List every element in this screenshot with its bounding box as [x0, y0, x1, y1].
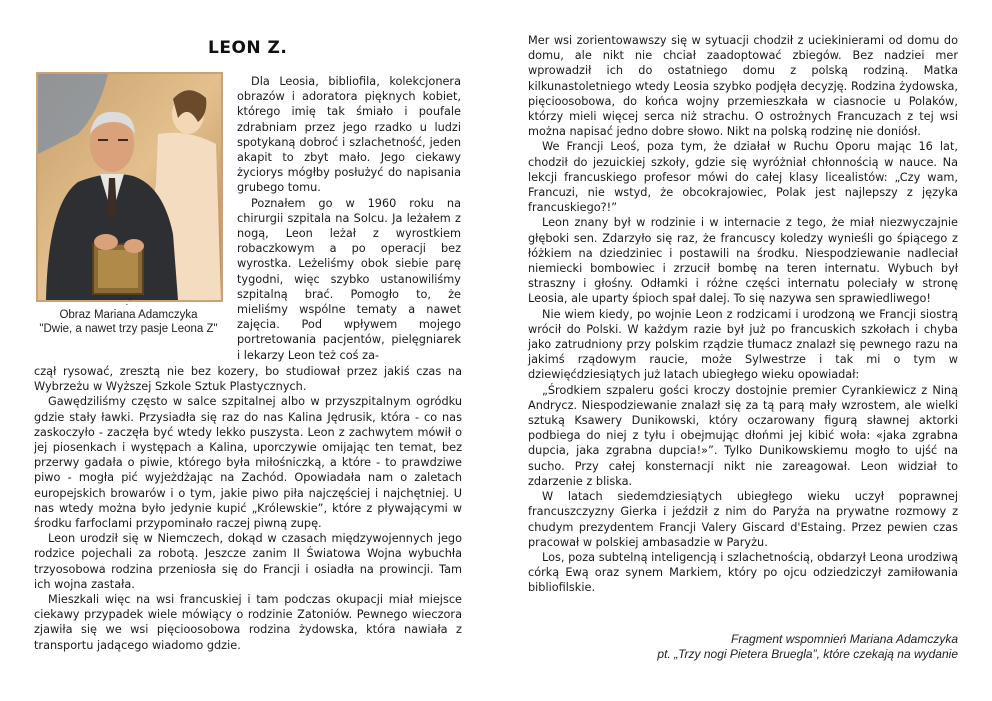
quote-paragraph: „Środkiem szpaleru gości kroczy dostojnie premier Cyrankiewicz z Niną Andrycz. Niespodziewanie znalazł się za tą parą mały wzrostem, ale wielki sztuką Ksawery Dunikowski, który oczarowany figurą sławnej aktorki podbiega do niej z tyłu i obejmując dłońmi jej kibić woła: «jaka zgrabna dupcia, jaka zgrabna dupcia!»”. Tylko Dunikowskiemu mogło to ujść na sucho. Przy całej konsternacji nikt nie zareagował. Leon widział to zdarzenie z bliska. — [528, 383, 958, 488]
paragraph: Poznałem go w 1960 roku na chirurgii szpitala na Solcu. Ja leżałem z nogą, Leon leżał z wyrostkiem robaczkowym a po operacji bez wyrostka. Leżeliśmy obok siebie parę tygodni, więc szybko ustanowiliśmy szpitalną brać. Pomogło to, że mieliśmy wspólne tematy a nawet zajęcia. Pod wpływem mojego portretowania pacjentów, pielęgniarek i lekarzy Leon też coś za- — [237, 196, 461, 362]
caption-line-2: "Dwie, a nawet trzy pasje Leona Z" — [39, 323, 218, 335]
paragraph: Nie wiem kiedy, po wojnie Leon z rodzicami i urodzoną we Francji siostrą wrócił do Polski. W każdym razie był już po francuskich szkołach i chyba jako zatrudniony przy polskim rządzie tłumacz znalazł się pewnego razu na jakimś rządowym raucie, może Sylwestrze i tak mi o tym w dziewięćdziesiątych już latach ubiegłego wieku opowiadał: — [528, 307, 958, 382]
portrait-painting — [36, 72, 223, 302]
paragraph: czął rysować, zresztą nie bez kozery, bo studiował przez jakiś czas na Wybrzeżu w Wyższej Szkole Sztuk Plastycznych. — [34, 365, 462, 394]
paragraph: Dla Leosia, bibliofila, kolekcjonera obrazów i adoratora pięknych kobiet, którego imię tak śmiało i poufale zdrabniam przez jego rzadko u ludzi spotykaną dobroć i szlachetność, jeden akapit to zbyt mało. Jego ciekawy życiorys mógłby posłużyć do napisania grubego tomu. — [237, 75, 461, 195]
paragraph: Mer wsi zorientowawszy się w sytuacji chodził z uciekinierami od domu do domu, ale nikt nie chciał zaadoptować zbiegów. Bez nadziei mer wprowadził ich do ostatniego domu z polską rodziną. Matka kilkunastoletniego wtedy Leosia szybko podjęła decyzję. Rodzina żydowska, pięcioosobowa, do końca wojny przemieszkała w ciasnocie u Polaków, którzy mieli więcej serca niż strachu. O ostrożnych Francuzach z tej wsi można napisać jedno dobre słowo. Nikt na polską rodzinę nie doniósł. — [528, 34, 958, 139]
paragraph: Mieszkali więc na wsi francuskiej i tam podczas okupacji miał miejsce ciekawy przypadek wiele mówiący o rodzinie Zatoniów. Pewnego wieczora zjawiła się we wsi pięcioosobowa rodzina żydowska, która nawiała z transportu jadącego wiadomo gdzie. — [34, 593, 462, 652]
signature-line-2: pt. „Trzy nogi Pietera Bruegla”, które czekają na wydanie — [657, 647, 958, 661]
painting-caption — [36, 298, 221, 336]
signature — [528, 632, 958, 662]
caption-line-1: Obraz Mariana Adamczyka — [59, 309, 198, 321]
paragraph: Gawędziliśmy często w salce szpitalnej albo w przyszpitalnym ogródku gdzie stały ławki. Przysiadła się raz do nas Kalina Jędrusik, która - co nas zaskoczyło - zaczęła być wtedy lekko puszysta. Leon z zachwytem mówił o jej piosenkach i występach a Kalina, uporczywie omijając ten temat, bez przerwy gadała o piwie, którego była miłośniczką, a które - to prawdziwe piwo - mogła pić wyjeżdżając na Zachód. Opowiadała nam o zaletach europejskich browarów i o tym, jakie piwo piła najczęściej i najchętniej. U nas wtedy można było jedynie kupić „Królewskie”, które z pływającymi w środku farfoclami przypominało raczej piwną zupę. — [34, 395, 462, 531]
paragraph: W latach siedemdziesiątych ubiegłego wieku uczył poprawnej francuszczyzny Gierka i jeździł z nim do Paryża na prywatne rozmowy z chudym prezydentem Francji Valery Giscard d'Estaing. Przez pewien czas pracował w polskiej ambasadzie w Paryżu. — [528, 490, 958, 549]
signature-line-1: Fragment wspomnień Mariana Adamczyka — [731, 632, 958, 646]
left-column-bottom-text — [34, 364, 462, 653]
right-column-text — [528, 33, 958, 596]
left-column-top-text — [237, 74, 461, 363]
portrait-painting-art — [38, 74, 221, 300]
paragraph: Leon znany był w rodzinie i w internacie z tego, że miał niezwyczajnie głęboki sen. Zdarzyło się raz, że francuscy koledzy wynieśli go śpiącego z łóżkiem na dziedziniec i postawili na środku. Niespodziewanie nadleciał niemiecki bombowiec i zrzucił bombę na teren internatu. Wybuch był straszny i głośny. Odłamki i różne części internatu poleciały w stronę Leosia, ale uparty śpioch spał dalej. To się nazywa sen sprawiedliwego! — [528, 216, 958, 306]
paragraph: We Francji Leoś, poza tym, że działał w Ruchu Oporu mając 16 lat, chodził do jezuickiej szkoły, gdzie się wyróżniał chłonnością w nauce. Na lekcji francuskiego profesor mówi do całej klasy licealistów: „Czy wam, Francuzi, nie wstyd, że obcokrajowiec, Polak jest najlepszy z języka francuskiego?!” — [528, 140, 958, 215]
paragraph: Los, poza subtelną inteligencją i szlachetnością, obdarzył Leona urodziwą córką Ewą oraz synem Markiem, który po ojcu odziedziczył zamiłowania bibliofilskie. — [528, 550, 958, 595]
caption-mark: .” — [125, 297, 132, 308]
paragraph: Leon urodził się w Niemczech, dokąd w czasach międzywojennych jego rodzice pojechali za robotą. Jeszcze zanim II Światowa Wojna wybuchła trzyosobowa rodzina przeniosła się do Francji i osiadła na prowincji. Tam ich wojna zastała. — [34, 532, 462, 591]
article-title: LEON Z. — [208, 38, 288, 58]
